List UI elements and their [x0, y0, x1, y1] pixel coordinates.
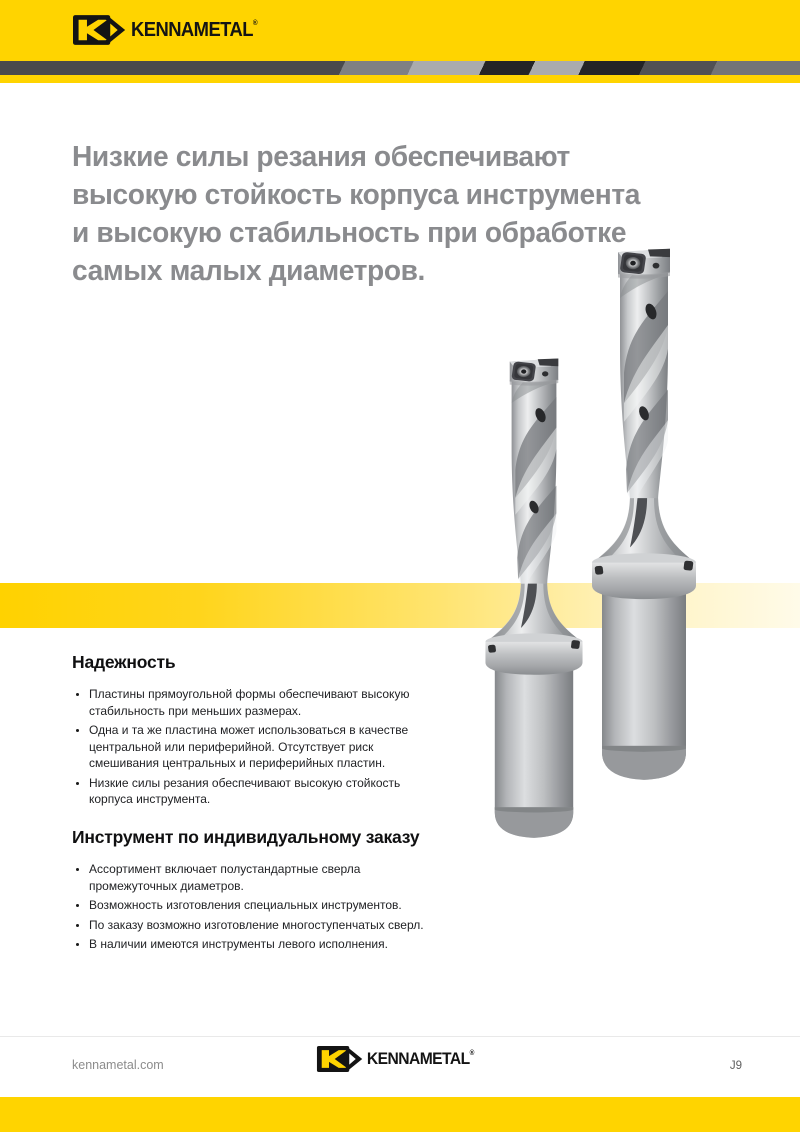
bullet-item: • Низкие силы резания обеспечивают высокую стойкость корпуса инструмента.: [89, 775, 428, 808]
section-reliability-bullets: [72, 686, 428, 808]
header-logo-text: KENNAMETAL®: [131, 18, 258, 41]
bullet-item: • Одна и та же пластина может использоваться в качестве центральной или периферийной. Отсутствует риск смешивания центральных и периферийных пластин.: [89, 722, 428, 772]
section-reliability-title: Надежность: [72, 652, 176, 672]
kennametal-k-icon: [73, 15, 127, 45]
section-custom-tools: [72, 827, 428, 956]
header-logo: [73, 15, 268, 45]
diagonal-stripe-bar: [0, 61, 800, 75]
headline-line: высокую стойкость корпуса инструмента: [72, 179, 641, 211]
bottom-yellow-band: [0, 1097, 800, 1132]
bullet-item: • Возможность изготовления специальных инструментов.: [89, 897, 428, 914]
drill-illustration-small: [478, 357, 590, 847]
bullet-item: • Пластины прямоугольной формы обеспечивают высокую стабильность при меньших размерах.: [89, 686, 428, 719]
footer-website-link[interactable]: kennametal.com: [72, 1058, 164, 1072]
bullet-item: • В наличии имеются инструменты левого исполнения.: [89, 936, 428, 953]
kennametal-k-icon: [317, 1046, 364, 1072]
page-headline: [72, 138, 692, 290]
stripe-yellow-underline: [0, 75, 800, 83]
footer-logo-text: KENNAMETAL®: [366, 1049, 474, 1068]
header-band: [0, 0, 800, 61]
section-custom-tools-bullets: [72, 861, 428, 953]
page-number: J9: [729, 1060, 742, 1072]
bullet-item: • Ассортимент включает полустандартные сверла промежуточных диаметров.: [89, 861, 428, 894]
footer-logo: [317, 1046, 483, 1072]
headline-line: Низкие силы резания обеспечивают: [72, 141, 570, 173]
footer-divider: [0, 1036, 800, 1037]
registered-trademark: ®: [252, 19, 258, 27]
section-reliability: [72, 652, 428, 811]
registered-trademark: ®: [469, 1050, 474, 1057]
headline-line: самых малых диаметров.: [72, 255, 425, 287]
headline-line: и высокую стабильность при обработке: [72, 217, 627, 249]
bullet-item: • По заказу возможно изготовление многоступенчатых сверл.: [89, 917, 428, 934]
drill-illustration-large: [584, 247, 704, 790]
section-custom-tools-title: Инструмент по индивидуальному заказу: [72, 827, 420, 847]
